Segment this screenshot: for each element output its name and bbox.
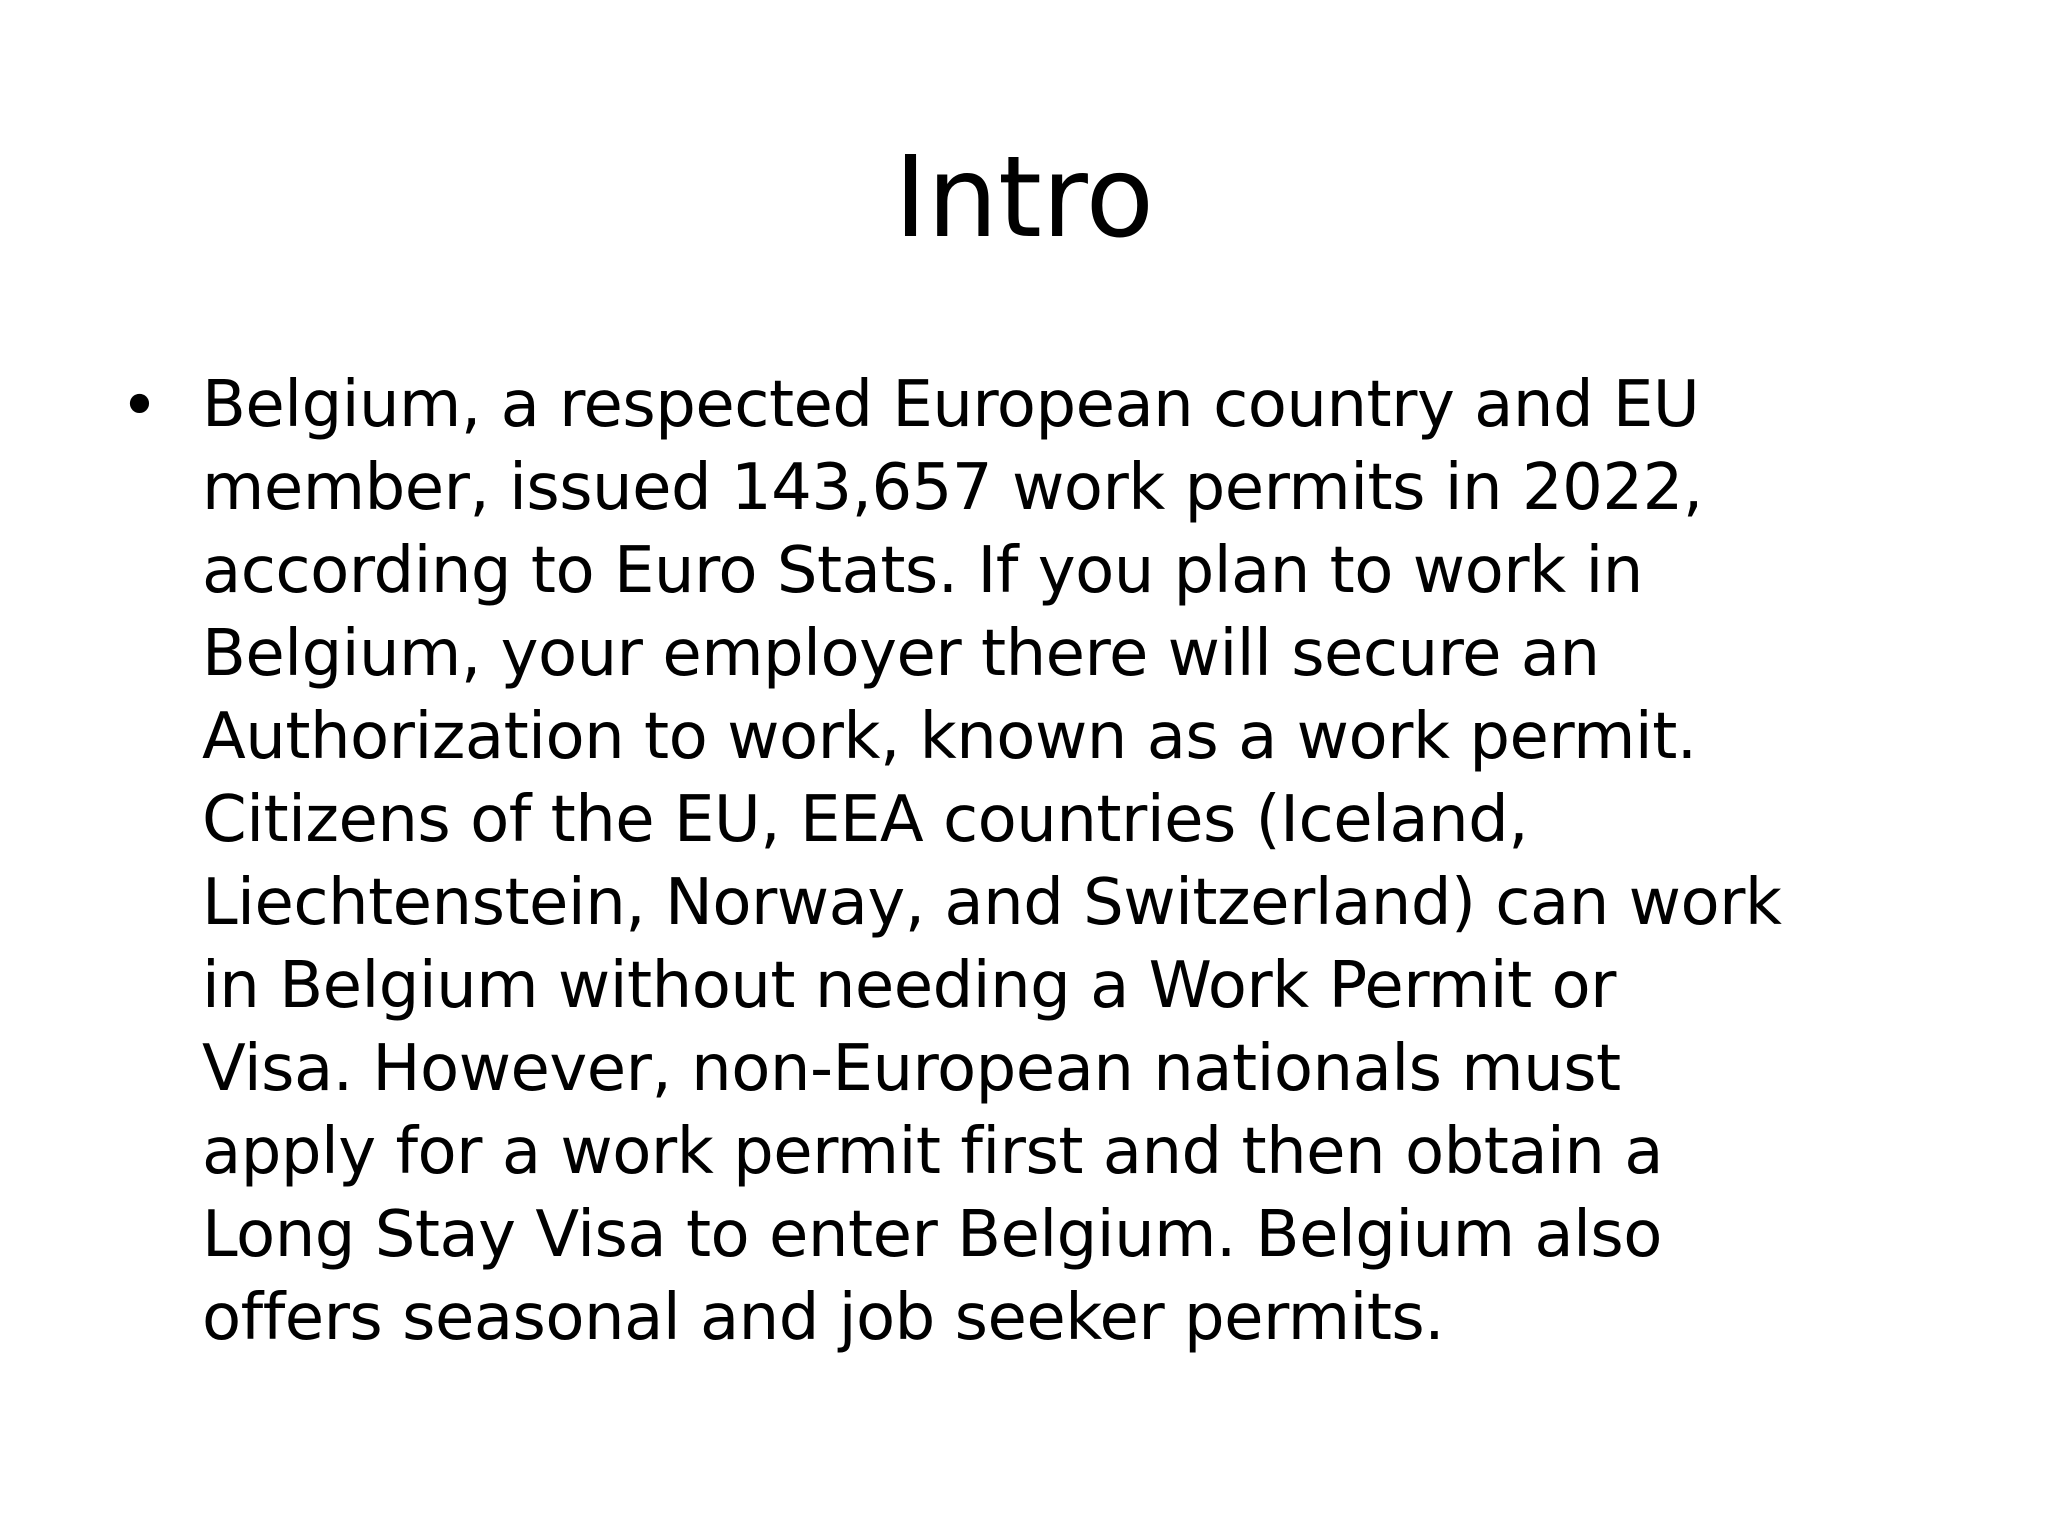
bullet-text-line: member, issued 143,657 work permits in 2022, xyxy=(202,451,1703,525)
slide-title: Intro xyxy=(893,133,1155,263)
bullet-text-line: Authorization to work, known as a work permit. xyxy=(202,700,1697,774)
bullet-text-line: according to Euro Stats. If you plan to work in xyxy=(202,534,1643,608)
bullet-text-line: offers seasonal and job seeker permits. xyxy=(202,1281,1445,1355)
bullet-text-line: apply for a work permit first and then obtain a xyxy=(202,1115,1663,1189)
bullet-item xyxy=(120,364,1960,1360)
bullet-text-line: Visa. However, non-European nationals must xyxy=(202,1032,1621,1106)
bullet-text-line: Liechtenstein, Norway, and Switzerland) can work xyxy=(202,866,1782,940)
bullet-list xyxy=(120,364,1960,1360)
bullet-icon: • xyxy=(120,367,159,444)
bullet-text-line: in Belgium without needing a Work Permit or xyxy=(202,949,1616,1023)
bullet-text-line: Belgium, a respected European country and EU xyxy=(202,368,1700,442)
bullet-text xyxy=(202,364,1960,1360)
bullet-text-line: Citizens of the EU, EEA countries (Iceland, xyxy=(202,783,1529,857)
bullet-text-line: Long Stay Visa to enter Belgium. Belgium also xyxy=(202,1198,1662,1272)
bullet-text-line: Belgium, your employer there will secure an xyxy=(202,617,1600,691)
